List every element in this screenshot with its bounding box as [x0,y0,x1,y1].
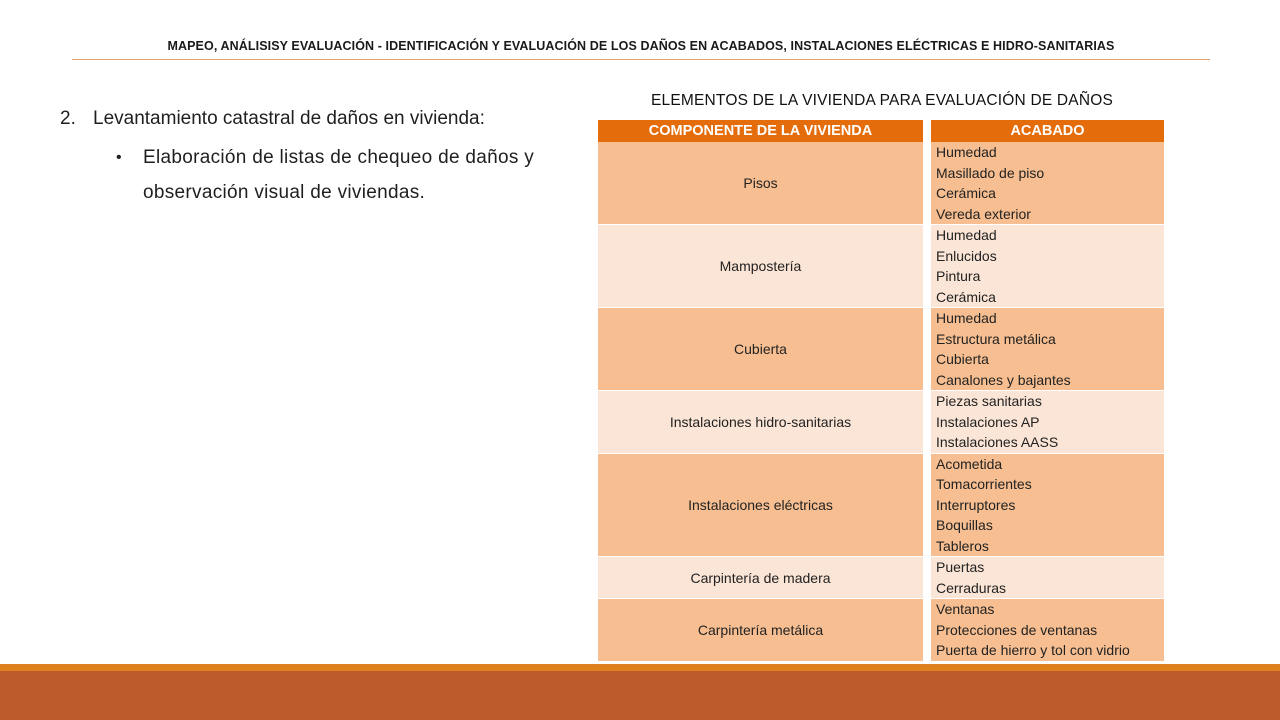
finish-item: Canalones y bajantes [936,371,1071,388]
table-row [598,599,1164,661]
header-finish: ACABADO [931,120,1164,142]
finish-item: Instalaciones AASS [936,434,1059,450]
finish-item: Masillado de piso [936,164,1045,181]
finish-cell [931,599,1164,661]
component-cell: Cubierta [598,308,923,390]
finish-item: Humedad [936,227,997,243]
finish-item: Ventanas [936,601,995,617]
finish-item: Vereda exterior [936,205,1031,222]
finish-item: Cubierta [936,351,989,367]
bullet-icon: • [116,149,122,166]
finish-item: Acometida [936,455,1003,472]
item-text: Levantamiento catastral de daños en vivienda: [93,108,485,129]
finish-item: Puertas [936,559,985,575]
table-row [598,142,1164,224]
footer-accent-line [0,664,1280,671]
table-row [598,308,1164,390]
table-row [598,557,1164,598]
finish-cell [931,142,1164,224]
finish-cell [931,308,1164,390]
finish-item: Estructura metálica [936,330,1056,347]
table-row [598,225,1164,307]
component-cell: Pisos [598,142,923,224]
component-cell: Mampostería [598,225,923,307]
component-cell: Instalaciones hidro-sanitarias [598,391,923,453]
table-row [598,454,1164,557]
table-header-row [598,120,1164,142]
finish-item: Tomacorrientes [936,476,1032,492]
component-cell: Carpintería de madera [598,557,923,598]
slide-body-text [60,106,580,210]
finish-cell [931,391,1164,453]
component-cell: Carpintería metálica [598,599,923,661]
numbered-item [60,106,580,132]
finish-cell [931,454,1164,557]
finish-item: Protecciones de ventanas [936,621,1098,638]
finish-item: Pintura [936,268,981,284]
finish-cell [931,225,1164,307]
table-body [598,142,1164,661]
finish-item: Cerraduras [936,579,1007,596]
table-row [598,391,1164,453]
slide-header-title: MAPEO, ANÁLISISY EVALUACIÓN - IDENTIFICACIÓN Y EVALUACIÓN DE LOS DAÑOS EN ACABADOS, INSTALACIONES ELÉCTRICAS E HIDRO-SANITARIAS [167,39,1115,53]
finish-item: Humedad [936,144,997,160]
header-component: COMPONENTE DE LA VIVIENDA [598,120,923,142]
bullet-item [116,140,580,210]
finish-item: Cerámica [936,288,996,305]
finish-item: Humedad [936,310,997,326]
finish-item: Boquillas [936,517,993,533]
finish-item: Cerámica [936,185,996,201]
finish-item: Piezas sanitarias [936,393,1042,409]
table-title: ELEMENTOS DE LA VIVIENDA PARA EVALUACIÓN DE DAÑOS [650,92,1114,109]
finish-item: Interruptores [936,496,1016,513]
header-divider [72,59,1210,60]
bullet-text: Elaboración de listas de chequeo de daños y observación visual de viviendas. [143,147,535,203]
item-number: 2. [60,108,76,129]
finish-item: Puerta de hierro y tol con vidrio [936,642,1130,658]
footer-band [0,671,1280,720]
finish-item: Tableros [936,537,989,554]
damage-elements-table [598,120,1164,661]
component-cell: Instalaciones eléctricas [598,454,923,557]
finish-item: Instalaciones AP [936,413,1040,430]
finish-item: Enlucidos [936,247,997,264]
finish-cell [931,557,1164,598]
